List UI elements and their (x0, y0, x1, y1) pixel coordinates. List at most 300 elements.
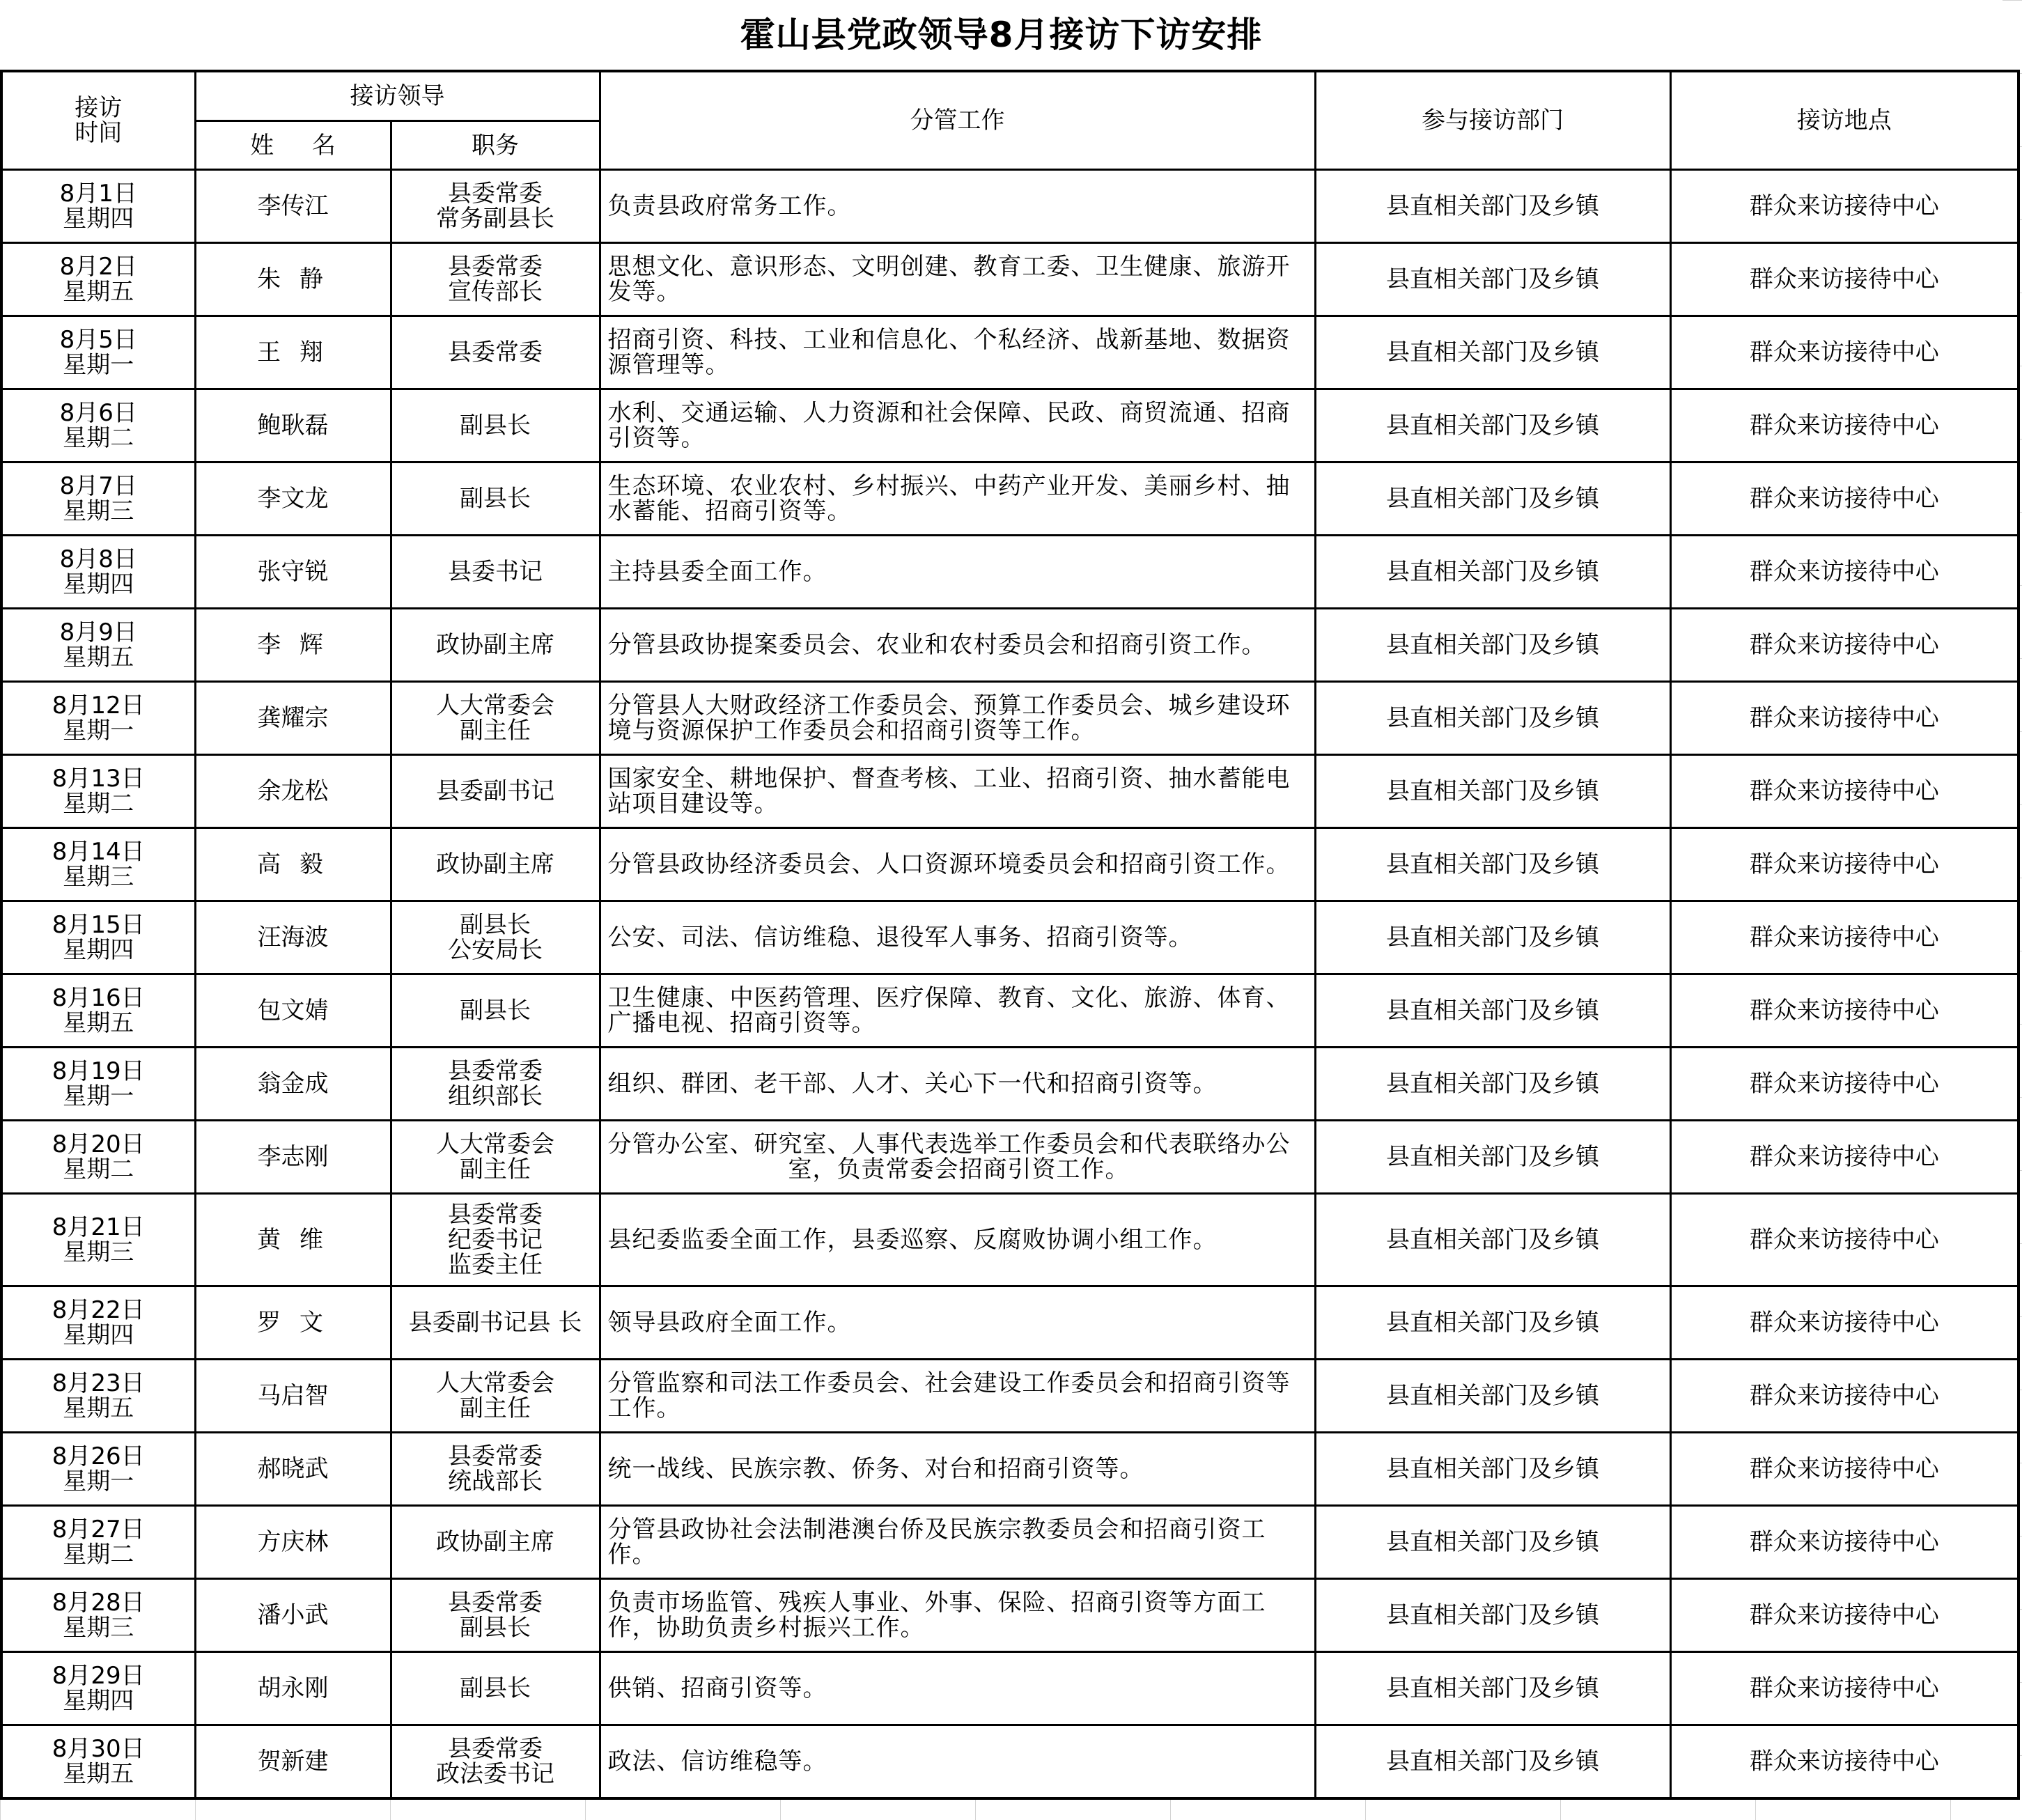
cell-duty (600, 828, 1315, 901)
cell-date (1, 1286, 195, 1360)
cell-duty (600, 316, 1315, 389)
cell-duty (600, 609, 1315, 682)
cell-name (195, 1579, 391, 1652)
cell-place: 群众来访接待中心 (1670, 316, 2019, 389)
position-line: 人大常委会 (436, 692, 554, 720)
duty-line: 分管县政协社会法制港澳台侨及民族宗教委员会和招商引资工 (607, 1516, 1266, 1543)
duty-line: 公安、司法、信访维稳、退役军人事务、招商引资等。 (607, 924, 1193, 951)
cell-position (391, 974, 600, 1048)
position-line: 政协副主席 (436, 631, 554, 659)
cell-duty (600, 170, 1315, 243)
position-line: 副主任 (460, 1394, 531, 1422)
duty-line: 分管办公室、研究室、人事代表选举工作委员会和代表联络办公 (607, 1130, 1291, 1158)
cell-dept: 县直相关部门及乡镇 (1315, 974, 1670, 1048)
position-line: 县委常委 (448, 339, 543, 366)
cell-date (1, 901, 195, 974)
cell-place: 群众来访接待中心 (1670, 755, 2019, 828)
header-place: 接访地点 (1670, 71, 2019, 170)
cell-position (391, 1360, 600, 1433)
duty-line: 分管县政协提案委员会、农业和农村委员会和招商引资工作。 (607, 631, 1266, 659)
date-text: 8月28日 (52, 1589, 145, 1617)
cell-dept: 县直相关部门及乡镇 (1315, 1194, 1670, 1286)
cell-position (391, 1652, 600, 1725)
cell-dept: 县直相关部门及乡镇 (1315, 1121, 1670, 1194)
weekday-text: 星期三 (63, 497, 134, 525)
cell-place: 群众来访接待中心 (1670, 1048, 2019, 1121)
cell-duty (600, 1286, 1315, 1360)
leader-name: 包文婧 (257, 997, 329, 1025)
cell-dept: 县直相关部门及乡镇 (1315, 462, 1670, 536)
cell-position (391, 1194, 600, 1286)
table-row (1, 536, 2019, 609)
cell-duty (600, 755, 1315, 828)
position-line: 政协副主席 (436, 1528, 554, 1556)
leader-name: 翁金成 (257, 1070, 329, 1098)
table-row (1, 316, 2019, 389)
table-row (1, 1579, 2019, 1652)
position-line: 副县长 (460, 1614, 531, 1642)
duty-line: 政法、信访维稳等。 (607, 1747, 827, 1775)
cell-place: 群众来访接待中心 (1670, 974, 2019, 1048)
duty-line: 领导县政府全面工作。 (607, 1309, 852, 1337)
cell-dept: 县直相关部门及乡镇 (1315, 1048, 1670, 1121)
leader-name: 高 毅 (257, 850, 329, 878)
position-line: 监委主任 (448, 1251, 543, 1279)
date-text: 8月5日 (59, 326, 137, 354)
date-text: 8月2日 (59, 253, 137, 281)
position-line: 常务副县长 (436, 205, 554, 233)
cell-duty (600, 536, 1315, 609)
cell-name (195, 1121, 391, 1194)
cell-dept: 县直相关部门及乡镇 (1315, 316, 1670, 389)
date-text: 8月7日 (59, 472, 137, 500)
table-row (1, 1360, 2019, 1433)
header-time (1, 71, 195, 170)
cell-duty (600, 1194, 1315, 1286)
cell-name (195, 1360, 391, 1433)
duty-line: 作。 (607, 1541, 657, 1569)
weekday-text: 星期四 (63, 1321, 134, 1349)
header-name (195, 121, 391, 170)
table-row (1, 1048, 2019, 1121)
table-row (1, 243, 2019, 316)
cell-date (1, 536, 195, 609)
position-line: 县委常委 (448, 180, 543, 208)
cell-position (391, 1433, 600, 1506)
duty-line: 发等。 (607, 278, 681, 306)
cell-position (391, 682, 600, 755)
cell-place: 群众来访接待中心 (1670, 1652, 2019, 1725)
cell-date (1, 974, 195, 1048)
position-line: 县委常委 (448, 1057, 543, 1085)
weekday-text: 星期二 (63, 1156, 134, 1183)
duty-line: 工作。 (607, 1394, 681, 1422)
cell-place: 群众来访接待中心 (1670, 1121, 2019, 1194)
cell-place: 群众来访接待中心 (1670, 1433, 2019, 1506)
position-line: 副县长 (460, 412, 531, 440)
cell-place: 群众来访接待中心 (1670, 828, 2019, 901)
table-row (1, 170, 2019, 243)
cell-position (391, 462, 600, 536)
cell-place: 群众来访接待中心 (1670, 901, 2019, 974)
duty-line: 室，负责常委会招商引资工作。 (788, 1156, 1130, 1183)
table-row (1, 389, 2019, 462)
weekday-text: 星期三 (63, 1614, 134, 1642)
cell-date (1, 316, 195, 389)
cell-date (1, 1433, 195, 1506)
position-line: 副县长 (460, 997, 531, 1025)
leader-name: 汪海波 (257, 924, 329, 951)
date-text: 8月19日 (52, 1057, 145, 1085)
cell-position (391, 389, 600, 462)
cell-name (195, 1286, 391, 1360)
cell-date (1, 828, 195, 901)
cell-dept: 县直相关部门及乡镇 (1315, 755, 1670, 828)
cell-place: 群众来访接待中心 (1670, 462, 2019, 536)
cell-dept: 县直相关部门及乡镇 (1315, 609, 1670, 682)
duty-line: 分管县政协经济委员会、人口资源环境委员会和招商引资工作。 (607, 850, 1291, 878)
position-line: 副主任 (460, 717, 531, 745)
duty-line: 县纪委监委全面工作，县委巡察、反腐败协调小组工作。 (607, 1226, 1218, 1254)
cell-duty (600, 1652, 1315, 1725)
position-line: 县委常委 (448, 1734, 543, 1763)
cell-name (195, 1433, 391, 1506)
cell-date (1, 389, 195, 462)
leader-name: 李志刚 (257, 1143, 329, 1171)
duty-line: 水蓄能、招商引资等。 (607, 497, 852, 525)
cell-dept: 县直相关部门及乡镇 (1315, 1652, 1670, 1725)
cell-dept: 县直相关部门及乡镇 (1315, 243, 1670, 316)
weekday-text: 星期一 (63, 351, 134, 379)
cell-name (195, 1506, 391, 1579)
position-line: 宣传部长 (448, 278, 543, 306)
cell-name (195, 170, 391, 243)
duty-line: 供销、招商引资等。 (607, 1674, 827, 1702)
weekday-text: 星期一 (63, 1082, 134, 1110)
position-line: 组织部长 (448, 1082, 543, 1110)
weekday-text: 星期二 (63, 1541, 134, 1569)
cell-position (391, 1579, 600, 1652)
cell-date (1, 1652, 195, 1725)
header-time-line-1: 接访 (75, 94, 123, 122)
leader-name: 潘小武 (257, 1601, 329, 1629)
weekday-text: 星期五 (63, 278, 134, 306)
cell-date (1, 1360, 195, 1433)
table-row (1, 828, 2019, 901)
cell-date (1, 243, 195, 316)
date-text: 8月16日 (52, 984, 145, 1012)
date-text: 8月21日 (52, 1213, 145, 1241)
duty-line: 水利、交通运输、人力资源和社会保障、民政、商贸流通、招商 (607, 399, 1291, 427)
cell-name (195, 1652, 391, 1725)
cell-dept: 县直相关部门及乡镇 (1315, 1433, 1670, 1506)
cell-dept: 县直相关部门及乡镇 (1315, 1286, 1670, 1360)
cell-place: 群众来访接待中心 (1670, 682, 2019, 755)
cell-name (195, 755, 391, 828)
duty-line: 招商引资、科技、工业和信息化、个私经济、战新基地、数据资 (607, 326, 1291, 354)
cell-position (391, 828, 600, 901)
cell-dept: 县直相关部门及乡镇 (1315, 1725, 1670, 1798)
cell-name (195, 974, 391, 1048)
weekday-text: 星期二 (63, 424, 134, 452)
page-title: 霍山县党政领导8月接访下访安排 (0, 0, 2002, 70)
weekday-text: 星期一 (63, 1468, 134, 1495)
leader-name: 黄 维 (257, 1226, 329, 1254)
cell-position (391, 1048, 600, 1121)
cell-dept: 县直相关部门及乡镇 (1315, 536, 1670, 609)
cell-name (195, 462, 391, 536)
table-row (1, 682, 2019, 755)
cell-place: 群众来访接待中心 (1670, 1579, 2019, 1652)
cell-date (1, 609, 195, 682)
cell-duty (600, 1433, 1315, 1506)
duty-line: 负责县政府常务工作。 (607, 192, 852, 220)
cell-position (391, 1286, 600, 1360)
leader-name: 朱 静 (257, 265, 329, 293)
position-line: 副县长 (460, 911, 531, 939)
table-row (1, 1433, 2019, 1506)
date-text: 8月20日 (52, 1130, 145, 1158)
position-line: 政协副主席 (436, 850, 554, 878)
date-text: 8月14日 (52, 838, 145, 866)
table-row (1, 609, 2019, 682)
leader-name: 方庆林 (257, 1528, 329, 1556)
position-line: 县委副书记 (436, 777, 554, 805)
cell-position (391, 536, 600, 609)
weekday-text: 星期二 (63, 790, 134, 818)
cell-name (195, 1194, 391, 1286)
date-text: 8月12日 (52, 692, 145, 720)
cell-duty (600, 1725, 1315, 1798)
duty-line: 广播电视、招商引资等。 (607, 1009, 876, 1037)
cell-dept: 县直相关部门及乡镇 (1315, 170, 1670, 243)
date-text: 8月22日 (52, 1296, 145, 1324)
table-row (1, 462, 2019, 536)
cell-name (195, 243, 391, 316)
table-row (1, 974, 2019, 1048)
weekday-text: 星期三 (63, 863, 134, 891)
cell-date (1, 755, 195, 828)
cell-place: 群众来访接待中心 (1670, 1194, 2019, 1286)
position-line: 县委常委 (448, 1201, 543, 1229)
position-line: 副县长 (460, 485, 531, 513)
cell-position (391, 316, 600, 389)
leader-name: 胡永刚 (257, 1674, 329, 1702)
position-line: 县委书记 (448, 558, 543, 586)
cell-position (391, 1506, 600, 1579)
header-name-text: 姓 名 (250, 131, 351, 160)
cell-position (391, 609, 600, 682)
cell-date (1, 682, 195, 755)
weekday-text: 星期四 (63, 936, 134, 964)
cell-dept: 县直相关部门及乡镇 (1315, 1506, 1670, 1579)
duty-line: 站项目建设等。 (607, 790, 779, 818)
cell-position (391, 1121, 600, 1194)
cell-name (195, 609, 391, 682)
cell-date (1, 1048, 195, 1121)
table-row (1, 755, 2019, 828)
duty-line: 境与资源保护工作委员会和招商引资等工作。 (607, 717, 1096, 745)
leader-name: 李文龙 (257, 485, 329, 513)
leader-name: 马启智 (257, 1382, 329, 1410)
duty-line: 源管理等。 (607, 351, 730, 379)
header-time-line-2: 时间 (75, 119, 123, 147)
cell-duty (600, 1579, 1315, 1652)
header-leader: 接访领导 (195, 71, 600, 121)
cell-duty (600, 682, 1315, 755)
table-row (1, 1506, 2019, 1579)
duty-line: 组织、群团、老干部、人才、关心下一代和招商引资等。 (607, 1070, 1218, 1098)
duty-line: 思想文化、意识形态、文明创建、教育工委、卫生健康、旅游开 (607, 253, 1291, 281)
weekday-text: 星期一 (63, 717, 134, 745)
duty-line: 负责市场监管、残疾人事业、外事、保险、招商引资等方面工 (607, 1589, 1266, 1617)
cell-position (391, 243, 600, 316)
cell-place: 群众来访接待中心 (1670, 1360, 2019, 1433)
cell-dept: 县直相关部门及乡镇 (1315, 682, 1670, 755)
duty-line: 主持县委全面工作。 (607, 558, 827, 586)
cell-name (195, 1725, 391, 1798)
cell-duty (600, 1360, 1315, 1433)
cell-duty (600, 901, 1315, 974)
cell-place: 群众来访接待中心 (1670, 243, 2019, 316)
position-line: 公安局长 (448, 936, 543, 964)
position-line: 县委常委 (448, 1442, 543, 1470)
table-row (1, 1121, 2019, 1194)
weekday-text: 星期四 (63, 205, 134, 233)
date-text: 8月29日 (52, 1662, 145, 1690)
duty-line: 分管县人大财政经济工作委员会、预算工作委员会、城乡建设环 (607, 692, 1291, 720)
date-text: 8月15日 (52, 911, 145, 939)
date-text: 8月1日 (59, 180, 137, 208)
cell-name (195, 901, 391, 974)
cell-place: 群众来访接待中心 (1670, 1506, 2019, 1579)
position-line: 纪委书记 (448, 1226, 543, 1254)
cell-date (1, 462, 195, 536)
position-line: 副主任 (460, 1156, 531, 1183)
weekday-text: 星期三 (63, 1238, 134, 1266)
position-line: 副县长 (460, 1674, 531, 1702)
table-row (1, 1286, 2019, 1360)
cell-duty (600, 243, 1315, 316)
cell-position (391, 1725, 600, 1798)
cell-position (391, 901, 600, 974)
header-duty: 分管工作 (600, 71, 1315, 170)
cell-dept: 县直相关部门及乡镇 (1315, 1579, 1670, 1652)
cell-dept: 县直相关部门及乡镇 (1315, 901, 1670, 974)
schedule-body (1, 170, 2019, 1798)
leader-name: 张守锐 (257, 558, 329, 586)
cell-duty (600, 1048, 1315, 1121)
date-text: 8月30日 (52, 1734, 145, 1763)
leader-name: 鲍耿磊 (257, 412, 329, 440)
table-row (1, 1725, 2019, 1798)
cell-date (1, 1194, 195, 1286)
cell-place: 群众来访接待中心 (1670, 1725, 2019, 1798)
cell-place: 群众来访接待中心 (1670, 536, 2019, 609)
date-text: 8月6日 (59, 399, 137, 427)
cell-name (195, 389, 391, 462)
duty-line: 作，协助负责乡村振兴工作。 (607, 1614, 925, 1642)
duty-line: 生态环境、农业农村、乡村振兴、中药产业开发、美丽乡村、抽 (607, 472, 1291, 500)
cell-position (391, 170, 600, 243)
date-text: 8月8日 (59, 545, 137, 573)
weekday-text: 星期四 (63, 570, 134, 598)
duty-line: 统一战线、民族宗教、侨务、对台和招商引资等。 (607, 1455, 1144, 1483)
position-line: 县委常委 (448, 253, 543, 281)
cell-name (195, 828, 391, 901)
cell-duty (600, 974, 1315, 1048)
cell-duty (600, 389, 1315, 462)
leader-name: 李 辉 (257, 631, 329, 659)
date-text: 8月9日 (59, 619, 137, 646)
cell-name (195, 316, 391, 389)
position-line: 县委常委 (448, 1589, 543, 1617)
cell-date (1, 170, 195, 243)
cell-dept: 县直相关部门及乡镇 (1315, 389, 1670, 462)
leader-name: 郝晓武 (257, 1455, 329, 1483)
leader-name: 贺新建 (257, 1747, 329, 1775)
schedule-table (0, 70, 2020, 1800)
date-text: 8月26日 (52, 1442, 145, 1470)
header-dept: 参与接访部门 (1315, 71, 1670, 170)
cell-place: 群众来访接待中心 (1670, 170, 2019, 243)
position-line: 政法委书记 (436, 1759, 554, 1788)
cell-date (1, 1506, 195, 1579)
weekday-text: 星期四 (63, 1687, 134, 1715)
cell-duty (600, 462, 1315, 536)
table-row (1, 1194, 2019, 1286)
position-line: 县委副书记县 长 (408, 1309, 582, 1337)
cell-date (1, 1725, 195, 1798)
duty-line: 国家安全、耕地保护、督查考核、工业、招商引资、抽水蓄能电 (607, 765, 1291, 793)
duty-line: 卫生健康、中医药管理、医疗保障、教育、文化、旅游、体育、 (607, 984, 1291, 1012)
weekday-text: 星期五 (63, 1759, 134, 1788)
date-text: 8月13日 (52, 765, 145, 793)
cell-duty (600, 1121, 1315, 1194)
table-row (1, 901, 2019, 974)
cell-name (195, 682, 391, 755)
cell-dept: 县直相关部门及乡镇 (1315, 1360, 1670, 1433)
position-line: 人大常委会 (436, 1130, 554, 1158)
header-position: 职务 (391, 121, 600, 170)
date-text: 8月27日 (52, 1516, 145, 1543)
leader-name: 李传江 (257, 192, 329, 220)
position-line: 统战部长 (448, 1468, 543, 1495)
weekday-text: 星期五 (63, 1394, 134, 1422)
cell-position (391, 755, 600, 828)
cell-place: 群众来访接待中心 (1670, 1286, 2019, 1360)
leader-name: 王 翔 (257, 339, 329, 366)
cell-place: 群众来访接待中心 (1670, 389, 2019, 462)
position-line: 人大常委会 (436, 1369, 554, 1397)
cell-dept: 县直相关部门及乡镇 (1315, 828, 1670, 901)
cell-place: 群众来访接待中心 (1670, 609, 2019, 682)
cell-name (195, 536, 391, 609)
duty-line: 引资等。 (607, 424, 706, 452)
weekday-text: 星期五 (63, 1009, 134, 1037)
leader-name: 余龙松 (257, 777, 329, 805)
weekday-text: 星期五 (63, 644, 134, 671)
leader-name: 龚耀宗 (257, 704, 329, 732)
date-text: 8月23日 (52, 1369, 145, 1397)
cell-name (195, 1048, 391, 1121)
cell-duty (600, 1506, 1315, 1579)
cell-date (1, 1579, 195, 1652)
leader-name: 罗 文 (257, 1309, 329, 1337)
table-row (1, 1652, 2019, 1725)
cell-date (1, 1121, 195, 1194)
duty-line: 分管监察和司法工作委员会、社会建设工作委员会和招商引资等 (607, 1369, 1291, 1397)
